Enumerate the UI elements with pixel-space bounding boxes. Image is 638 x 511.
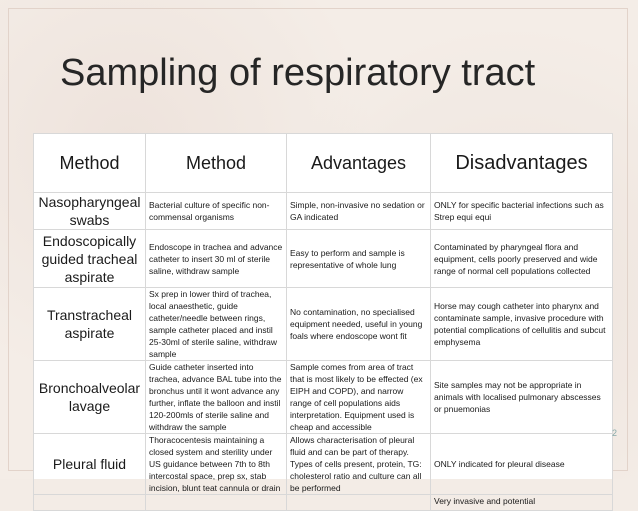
slide-title: Sampling of respiratory tract bbox=[60, 52, 536, 94]
table-row bbox=[34, 361, 613, 434]
method-cell: Transtracheal aspirate bbox=[34, 288, 146, 361]
header-method-description: Method bbox=[146, 134, 287, 193]
disadvantages-cell: ONLY indicated for pleural disease bbox=[431, 434, 613, 495]
disadvantages-cell: Horse may cough catheter into pharynx and contaminate sample, invasive procedure with potential complications of cellulitis and subcut emphysema bbox=[431, 288, 613, 361]
description-cell: Sx prep in lower third of trachea, local anaesthetic, guide catheter/needle between rings, sample catheter placed and instil 25-30ml of sterile saline, withdraw sample bbox=[146, 288, 287, 361]
description-cell: Endoscope in trachea and advance catheter to insert 30 ml of sterile saline, withdraw sample bbox=[146, 230, 287, 288]
advantages-cell: Allows characterisation of pleural fluid and can be part of therapy. Types of cells present, protein, TG: cholesterol ratio and culture can all be performed bbox=[287, 434, 431, 495]
table-row bbox=[34, 288, 613, 361]
disadvantages-cell: Contaminated by pharyngeal flora and equipment, cells poorly preserved and wide range of normal cell populations collected bbox=[431, 230, 613, 288]
table-row bbox=[34, 193, 613, 230]
header-advantages: Advantages bbox=[287, 134, 431, 193]
sampling-table-container bbox=[33, 133, 612, 506]
disadvantages-cell: Very invasive and potential bbox=[431, 495, 613, 511]
header-method: Method bbox=[34, 134, 146, 193]
disadvantages-cell: ONLY for specific bacterial infections such as Strep equi equi bbox=[431, 193, 613, 230]
description-cell bbox=[146, 495, 287, 511]
sampling-table bbox=[33, 133, 613, 511]
method-cell: Nasopharyngeal swabs bbox=[34, 193, 146, 230]
header-disadvantages: Disadvantages bbox=[431, 134, 613, 193]
description-cell: Bacterial culture of specific non-commensal organisms bbox=[146, 193, 287, 230]
table-row bbox=[34, 230, 613, 288]
method-cell: Bronchoalveolar lavage bbox=[34, 361, 146, 434]
advantages-cell: No contamination, no specialised equipment needed, useful in young foals where endoscope wont fit bbox=[287, 288, 431, 361]
advantages-cell: Sample comes from area of tract that is most likely to be effected (ex EIPH and COPD), and narrow range of cell populations aids interpretation. Equipment used is cheap and accessible bbox=[287, 361, 431, 434]
advantages-cell bbox=[287, 495, 431, 511]
table-row bbox=[34, 495, 613, 511]
method-cell: Endoscopically guided tracheal aspirate bbox=[34, 230, 146, 288]
description-cell: Guide catheter inserted into trachea, advance BAL tube into the bronchus until it wont advance any further, inflate the balloon and instil 120-200mls of sterile saline and withdraw the sample bbox=[146, 361, 287, 434]
method-cell: Pleural fluid bbox=[34, 434, 146, 495]
description-cell: Thoracocentesis maintaining a closed system and sterility under US guidance between 7th to 8th intercostal space, prep sx, stab incision, blunt teat cannula or drain bbox=[146, 434, 287, 495]
advantages-cell: Simple, non-invasive no sedation or GA indicated bbox=[287, 193, 431, 230]
disadvantages-cell: Site samples may not be appropriate in animals with localised pulmonary abscesses or pnuemonias bbox=[431, 361, 613, 434]
table-header-row bbox=[34, 134, 613, 193]
advantages-cell: Easy to perform and sample is representative of whole lung bbox=[287, 230, 431, 288]
page-mark: 2 bbox=[612, 428, 618, 438]
method-cell bbox=[34, 495, 146, 511]
table-row bbox=[34, 434, 613, 495]
